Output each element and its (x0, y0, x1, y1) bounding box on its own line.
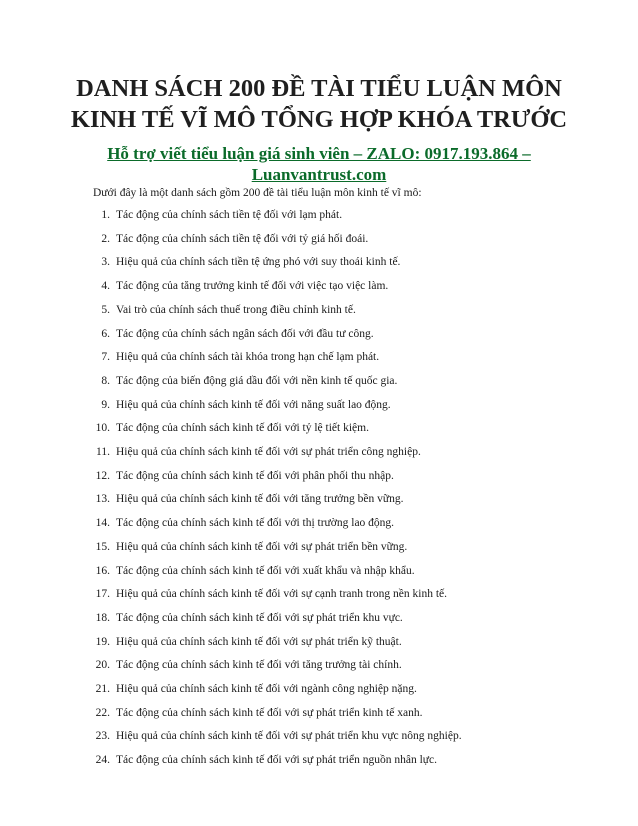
list-item-number: 17. (95, 588, 110, 601)
list-item-text: Tác động của chính sách kinh tế đối với thị trường lao động. (116, 517, 395, 530)
promo-link-line1[interactable]: Hỗ trợ viết tiểu luận giá sinh viên – ZALO: 0917.193.864 – (107, 144, 531, 163)
list-item-text: Hiệu quả của chính sách kinh tế đối với tăng trưởng bền vững. (116, 493, 404, 506)
page-title-line1: DANH SÁCH 200 ĐỀ TÀI TIỂU LUẬN MÔN (76, 75, 562, 102)
list-item-text: Tác động của chính sách kinh tế đối với phân phối thu nhập. (116, 469, 394, 482)
list-item-text: Hiệu quả của chính sách kinh tế đối với sự phát triển công nghiệp. (116, 446, 421, 458)
list-item-text: Tác động của chính sách kinh tế đối với sự phát triển khu vực. (116, 611, 403, 624)
list-item-number: 3. (101, 256, 110, 269)
list-item-text: Hiệu quả của chính sách kinh tế đối với sự phát triển bền vững. (116, 540, 408, 553)
list-item-text: Hiệu quả của chính sách tài khóa trong hạn chế lạm phát. (116, 351, 380, 364)
list-item-number: 7. (101, 351, 110, 364)
list-item-text: Hiệu quả của chính sách kinh tế đối với sự cạnh tranh trong nền kinh tế. (116, 588, 448, 601)
list-item-text: Tác động của chính sách kinh tế đối với sự phát triển kinh tế xanh. (116, 706, 423, 719)
promo-link-line2[interactable]: Luanvantrust.com (251, 165, 387, 184)
list-item-number: 6. (101, 327, 110, 340)
list-item-number: 19. (95, 635, 110, 648)
list-item-number: 20. (95, 659, 110, 672)
list-item-text: Tác động của chính sách kinh tế đối với sự phát triển nguồn nhân lực. (116, 754, 437, 767)
list-item-text: Tác động của biến động giá dầu đối với nền kinh tế quốc gia. (116, 374, 398, 387)
list-item-number: 12. (95, 469, 110, 482)
list-item-text: Vai trò của chính sách thuế trong điều chỉnh kinh tế. (116, 303, 356, 316)
list-item-number: 2. (101, 232, 110, 245)
list-item-number: 9. (101, 398, 110, 411)
list-item-number: 23. (95, 730, 110, 743)
list-item-number: 24. (95, 754, 110, 767)
list-item-text: Hiệu quả của chính sách kinh tế đối với sự phát triển kỹ thuật. (116, 635, 402, 648)
list-item-text: Tác động của chính sách kinh tế đối với xuất khẩu và nhập khẩu. (116, 564, 415, 577)
list-item-text: Hiệu quả của chính sách kinh tế đối với năng suất lao động. (116, 398, 391, 411)
list-item-number: 5. (101, 303, 110, 316)
list-item-number: 21. (95, 683, 110, 695)
list-item-number: 4. (101, 280, 110, 293)
page-title-line2: KINH TẾ VĨ MÔ TỔNG HỢP KHÓA TRƯỚC (70, 106, 568, 133)
list-item-number: 1. (101, 209, 110, 221)
list-item-number: 22. (95, 706, 110, 719)
list-item-number: 8. (101, 374, 110, 387)
list-item-number: 13. (95, 493, 110, 506)
list-item-number: 10. (95, 422, 110, 435)
list-item-text: Tác động của chính sách ngân sách đối với đầu tư công. (116, 327, 374, 340)
list-item-text: Hiệu quả của chính sách tiền tệ ứng phó với suy thoái kinh tế. (116, 256, 401, 269)
list-item-text: Hiệu quả của chính sách kinh tế đối với sự phát triển khu vực nông nghiệp. (116, 730, 462, 743)
list-item-text: Hiệu quả của chính sách kinh tế đối với ngành công nghiệp nặng. (116, 683, 417, 695)
intro-paragraph: Dưới đây là một danh sách gồm 200 đề tài tiểu luận môn kinh tế vĩ mô: (93, 187, 422, 199)
list-item-text: Tác động của chính sách kinh tế đối với tăng trưởng tài chính. (116, 659, 402, 672)
list-item-text: Tác động của chính sách tiền tệ đối với lạm phát. (116, 209, 343, 221)
list-item-number: 15. (95, 540, 110, 553)
list-item-text: Tác động của chính sách kinh tế đối với tỷ lệ tiết kiệm. (116, 422, 369, 435)
list-item-number: 16. (95, 564, 110, 577)
list-item-number: 11. (96, 446, 110, 458)
list-item-number: 14. (95, 517, 110, 530)
list-item-text: Tác động của tăng trưởng kinh tế đối với việc tạo việc làm. (116, 280, 389, 293)
list-item-number: 18. (95, 611, 110, 624)
list-item-text: Tác động của chính sách tiền tệ đối với tỷ giá hối đoái. (116, 232, 369, 245)
